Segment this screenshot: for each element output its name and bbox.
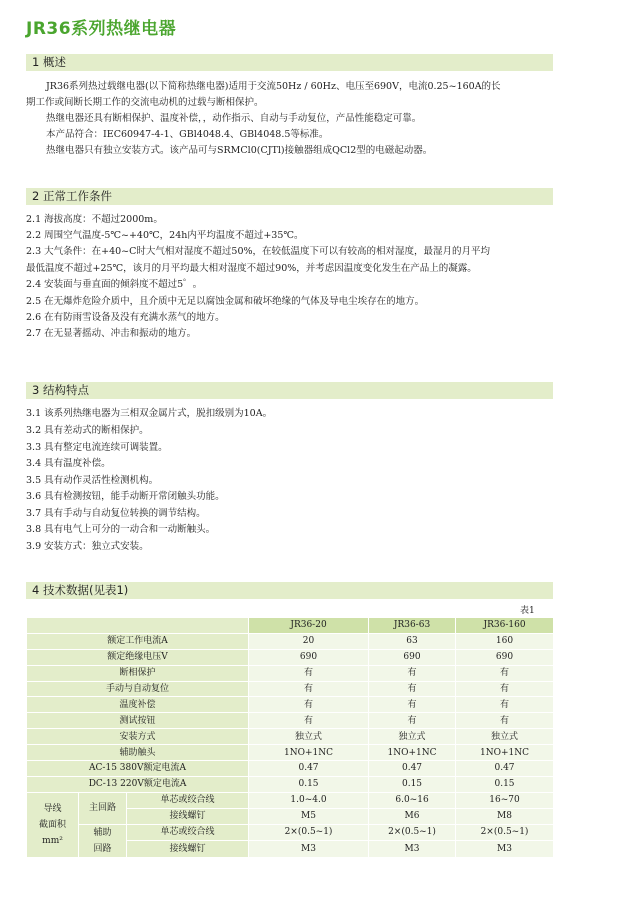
cell: M8 — [456, 808, 554, 824]
cell: 有 — [369, 713, 456, 729]
condition-item: 2.1 海拔高度：不超过2000m。 — [26, 214, 163, 225]
overview-paragraph-3: 本产品符合：IEC60947-4-1、GBl4048.4、GBl4048.5等标准。 — [46, 129, 329, 140]
cell: 0.47 — [456, 761, 554, 777]
feature-item: 3.4 具有温度补偿。 — [26, 458, 111, 469]
row-label: 安装方式 — [27, 729, 249, 745]
cell: 有 — [369, 681, 456, 697]
cell: 16~70 — [456, 792, 554, 808]
cell: 0.15 — [249, 776, 369, 792]
cell: 有 — [456, 697, 554, 713]
cell: 0.47 — [249, 761, 369, 777]
table-row — [27, 729, 554, 745]
table-header-row — [27, 618, 554, 634]
cell: M3 — [249, 841, 369, 858]
overview-paragraph-2: 热继电器还具有断相保护、温度补偿，，动作指示、自动与手动复位，产品性能稳定可靠。 — [46, 113, 422, 124]
cell: 有 — [369, 665, 456, 681]
cell: 有 — [249, 681, 369, 697]
condition-item: 2.3 大气条件：在+40~C时大气相对湿度不超过50%，在较低温度下可以有较高的相对湿度，最湿月的月平均 — [26, 246, 491, 257]
cell: 有 — [456, 713, 554, 729]
table-row — [27, 665, 554, 681]
row-label: 手动与自动复位 — [27, 681, 249, 697]
cell: 1.0~4.0 — [249, 792, 369, 808]
table-row — [27, 745, 554, 761]
condition-item: 最低温度不超过+25℃，该月的月平均最大相对湿度不超过90%，并考虑因温度变化发生在产品上的凝露。 — [26, 263, 477, 274]
cell: 有 — [369, 697, 456, 713]
row-label: AC-15 380V额定电流A — [27, 761, 249, 777]
feature-item: 3.2 具有差动式的断相保护。 — [26, 425, 149, 436]
cell: 690 — [249, 649, 369, 665]
condition-item: 2.4 安装面与垂直面的倾斜度不超过5゜。 — [26, 279, 203, 290]
row-label: 单芯或绞合线 — [127, 824, 249, 841]
section-1-heading: 1 概述 — [26, 54, 553, 71]
wire-group-line-3: mm² — [42, 835, 63, 846]
feature-item: 3.9 安装方式：独立式安装。 — [26, 541, 149, 552]
overview-paragraph-1a: JR36系列热过载继电器(以下简称热继电器)适用于交流50Hz / 60Hz、电压至690V，电流0.25~160A的长 — [46, 81, 501, 92]
feature-item: 3.8 具有电气上可分的一动合和一动断触头。 — [26, 524, 216, 535]
wire-section-group-label — [27, 792, 79, 857]
cell: 2×(0.5~1) — [249, 824, 369, 841]
feature-item: 3.3 具有整定电流连续可调装置。 — [26, 442, 168, 453]
cell: 20 — [249, 633, 369, 649]
cell: 1NO+1NC — [369, 745, 456, 761]
cell: 63 — [369, 633, 456, 649]
row-label: 断相保护 — [27, 665, 249, 681]
cell: 有 — [456, 665, 554, 681]
table-row — [27, 824, 554, 841]
header-blank-cell — [27, 618, 249, 634]
table-row — [27, 681, 554, 697]
feature-item: 3.1 该系列热继电器为三相双金属片式，脱扣级别为10A。 — [26, 408, 273, 419]
condition-item: 2.2 周围空气温度-5℃~+40℃，24h内平均温度不超过+35℃。 — [26, 230, 304, 241]
feature-item: 3.7 具有手动与自动复位转换的调节结构。 — [26, 508, 206, 519]
cell: M3 — [456, 841, 554, 858]
table-row — [27, 713, 554, 729]
aux-label-line-1: 辅助 — [93, 827, 112, 838]
model-header: JR36-63 — [369, 618, 456, 634]
cell: 有 — [249, 665, 369, 681]
cell: 有 — [456, 681, 554, 697]
row-label: 额定绝缘电压V — [27, 649, 249, 665]
wire-group-line-1: 导线 — [43, 803, 62, 814]
cell: 2×(0.5~1) — [456, 824, 554, 841]
cell: M6 — [369, 808, 456, 824]
cell: 独立式 — [369, 729, 456, 745]
cell: 690 — [456, 649, 554, 665]
row-label: 温度补偿 — [27, 697, 249, 713]
aux-label-line-2: 回路 — [93, 843, 112, 854]
condition-item: 2.6 在有防雨雪设备及没有充满水蒸气的地方。 — [26, 312, 225, 323]
row-label: 单芯或绞合线 — [127, 792, 249, 808]
cell: 1NO+1NC — [249, 745, 369, 761]
table-row — [27, 776, 554, 792]
cell: 690 — [369, 649, 456, 665]
row-label: 接线螺钉 — [127, 808, 249, 824]
condition-item: 2.7 在无显著摇动、冲击和振动的地方。 — [26, 328, 197, 339]
table-row — [27, 649, 554, 665]
row-label: 接线螺钉 — [127, 841, 249, 858]
cell: 0.15 — [456, 776, 554, 792]
table-row — [27, 761, 554, 777]
cell: 独立式 — [456, 729, 554, 745]
section-3-heading: 3 结构特点 — [26, 382, 553, 399]
row-label: 额定工作电流A — [27, 633, 249, 649]
cell: 2×(0.5~1) — [369, 824, 456, 841]
table-row — [27, 633, 554, 649]
overview-paragraph-1b: 期工作或间断长期工作的交流电动机的过载与断相保护。 — [26, 97, 264, 108]
row-label: 测试按钮 — [27, 713, 249, 729]
feature-item: 3.5 具有动作灵活性检测机构。 — [26, 475, 159, 486]
cell: 6.0~16 — [369, 792, 456, 808]
cell: 0.15 — [369, 776, 456, 792]
cell: M3 — [369, 841, 456, 858]
table-row — [27, 697, 554, 713]
overview-paragraph-4: 热继电器只有独立安装方式。该产品可与SRMCl0(CJTl)接触器组成QCl2型的电磁起动器。 — [46, 145, 433, 156]
page-title: JR36系列热继电器 — [26, 19, 177, 39]
row-label: 辅助触头 — [27, 745, 249, 761]
main-circuit-label: 主回路 — [79, 792, 127, 824]
tech-data-table — [26, 617, 554, 858]
wire-group-line-2: 截面积 — [38, 819, 66, 830]
section-2-heading: 2 正常工作条件 — [26, 188, 553, 205]
model-header: JR36-20 — [249, 618, 369, 634]
cell: 160 — [456, 633, 554, 649]
feature-item: 3.6 具有检测按钮，能手动断开常闭触头功能。 — [26, 491, 225, 502]
aux-circuit-label — [79, 824, 127, 857]
table-number: 表1 — [520, 606, 535, 616]
row-label: DC-13 220V额定电流A — [27, 776, 249, 792]
table-row — [27, 792, 554, 808]
model-header: JR36-160 — [456, 618, 554, 634]
cell: 1NO+1NC — [456, 745, 554, 761]
cell: 0.47 — [369, 761, 456, 777]
cell: 独立式 — [249, 729, 369, 745]
cell: 有 — [249, 713, 369, 729]
condition-item: 2.5 在无爆炸危险介质中，且介质中无足以腐蚀金属和破坏绝缘的气体及导电尘埃存在的地方。 — [26, 296, 425, 307]
section-1-body — [26, 79, 553, 159]
cell: 有 — [249, 697, 369, 713]
section-4-heading: 4 技术数据(见表1) — [26, 582, 553, 599]
cell: M5 — [249, 808, 369, 824]
